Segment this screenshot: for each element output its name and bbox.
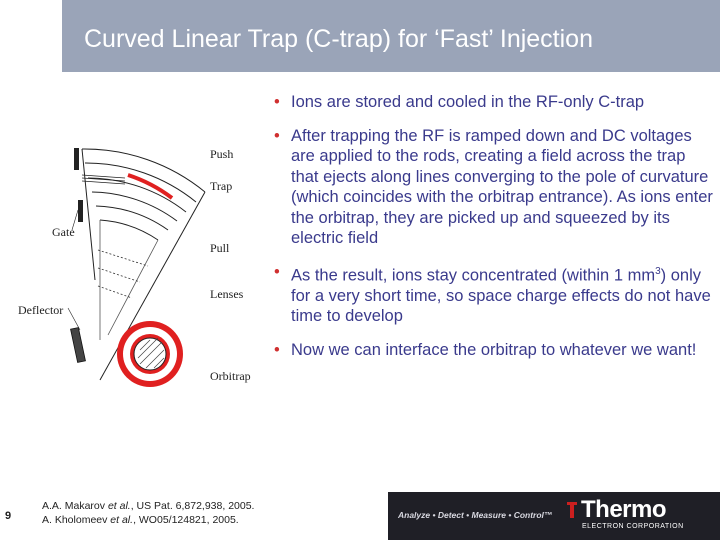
logo-subtitle: ELECTRON CORPORATION (582, 523, 684, 530)
bullet-text: As the result, ions stay concentrated (within 1 mm (291, 266, 656, 284)
deflector-plate (71, 328, 86, 363)
label-orbitrap: Orbitrap (210, 369, 251, 383)
bullet-dot-icon: • (274, 262, 280, 281)
bullet-text: Now we can interface the orbitrap to whatever we want! (291, 340, 697, 359)
reference-2: A. Kholomeev et al., WO05/124821, 2005. (42, 514, 239, 526)
references (42, 499, 254, 527)
slide-header (0, 0, 720, 72)
push-hatch (82, 175, 125, 184)
bullet-dot-icon: • (274, 93, 280, 111)
bullet-text: After trapping the RF is ramped down and DC voltages are applied to the rods, creating a field across the trap that ejects along lines converging to the pole of curvature (which coincides with the orbitrap entrance). As ions enter the orbitrap, they are picked up and squeezed by its electric field (291, 126, 713, 247)
label-pull: Pull (210, 241, 230, 255)
bullet-dot-icon: • (274, 126, 280, 145)
logo-wordmark: Thermo (581, 496, 667, 523)
header-left-margin (0, 0, 62, 72)
slide-title: Curved Linear Trap (C-trap) for ‘Fast’ Injection (84, 25, 593, 53)
bullet-item (274, 92, 714, 113)
bullet-list (274, 92, 714, 373)
bullet-text: Ions are stored and cooled in the RF-only C-trap (291, 93, 645, 111)
deflector-leader (68, 308, 80, 330)
bullet-item (274, 262, 714, 327)
c-trap-diagram (0, 130, 275, 390)
label-trap: Trap (210, 179, 233, 193)
brand-tagline: Analyze • Detect • Measure • Control™ (398, 510, 553, 520)
bullet-text-cont: ) only for a very short time, so space charge effects do not have time to develop (291, 266, 711, 325)
label-push: Push (210, 147, 234, 161)
bullet-dot-icon: • (274, 340, 280, 359)
bullet-item (274, 340, 714, 361)
label-deflector: Deflector (18, 303, 64, 317)
gate-electrode-lower (78, 200, 83, 222)
reference-1: A.A. Makarov et al., US Pat. 6,872,938, 2005. (42, 500, 255, 512)
orbitrap (117, 321, 183, 387)
bullet-item (274, 126, 714, 249)
bullet-superscript: 3 (655, 265, 661, 277)
gate-electrode (74, 148, 79, 170)
label-gate: Gate (52, 225, 75, 239)
label-lenses: Lenses (210, 287, 244, 301)
trap-red-arc (128, 175, 172, 198)
page-number: 9 (5, 510, 12, 522)
